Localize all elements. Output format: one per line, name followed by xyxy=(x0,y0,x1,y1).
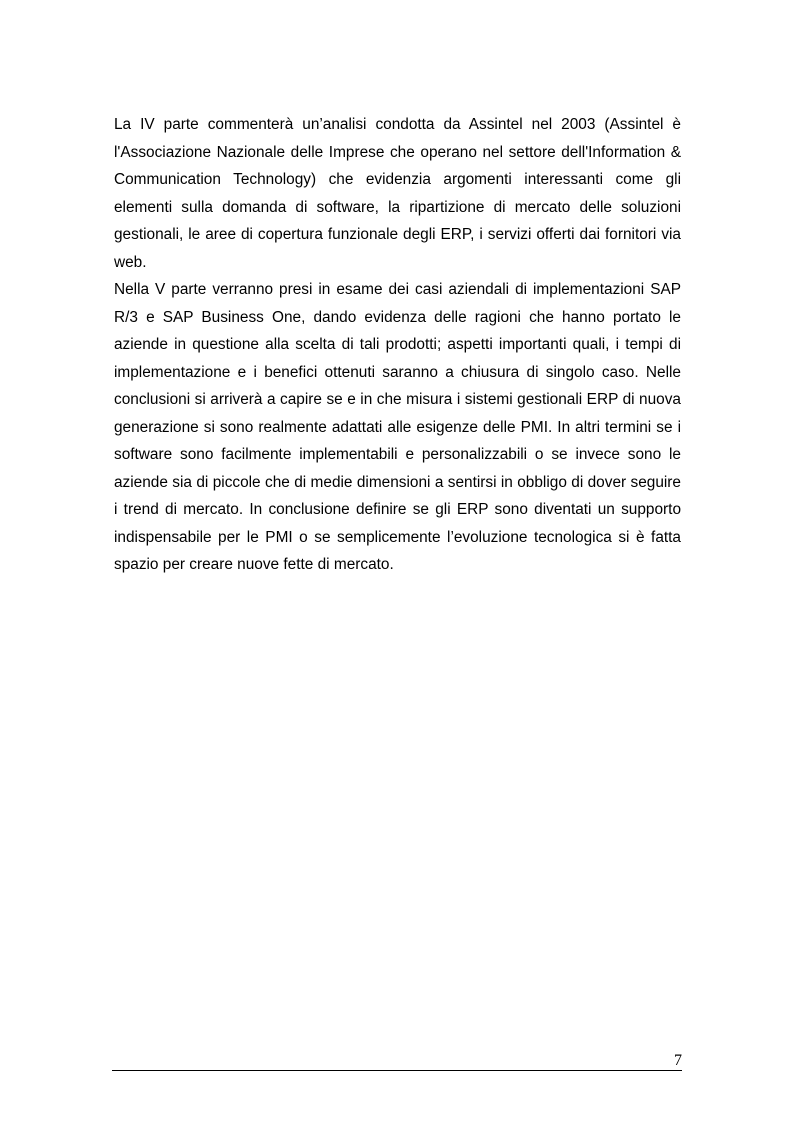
paragraph-part-v: Nella V parte verranno presi in esame dei casi aziendali di implementazioni SAP R/3 e SAP Business One, dando evidenza delle ragioni che hanno portato le aziende in questione alla scelta di tali prodotti; aspetti importanti quali, i tempi di implementazione e i benefici ottenuti saranno a chiusura di singolo caso. Nelle conclusioni si arriverà a capire se e in che misura i sistemi gestionali ERP di nuova generazione si sono realmente adattati alle esigenze delle PMI. In altri termini se i software sono facilmente implementabili e personalizzabili o se invece sono le aziende sia di piccole che di medie dimensioni a sentirsi in obbligo di dover seguire i trend di mercato. In conclusione definire se gli ERP sono diventati un supporto indispensabile per le PMI o se semplicemente l’evoluzione tecnologica si è fatta spazio per creare nuove fette di mercato. xyxy=(114,281,681,573)
body-text xyxy=(114,111,681,579)
paragraph-part-iv: La IV parte commenterà un’analisi condotta da Assintel nel 2003 (Assintel è l'Associazione Nazionale delle Imprese che operano nel settore dell'Information & Communication Technology) che evidenzia argomenti interessanti come gli elementi sulla domanda di software, la ripartizione di mercato delle soluzioni gestionali, le aree di copertura funzionale degli ERP, i servizi offerti dai fornitori via web. xyxy=(114,116,681,271)
footer-rule xyxy=(112,1070,682,1071)
page-number: 7 xyxy=(674,1052,682,1069)
